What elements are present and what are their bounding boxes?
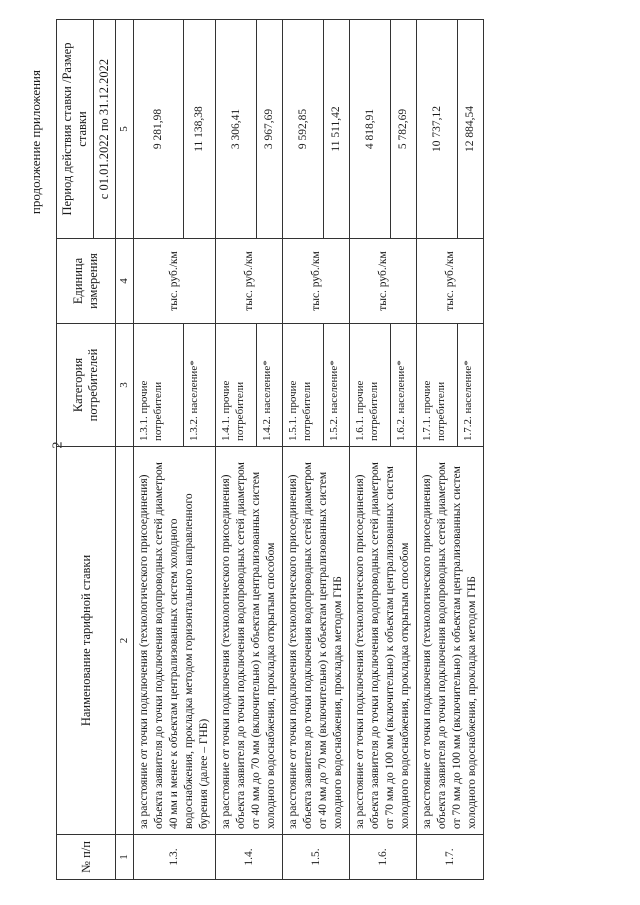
unit: тыс. руб./км bbox=[216, 239, 283, 324]
continuation-caption: продолжение приложения bbox=[28, 70, 43, 215]
consumer-category: 1.6.1. прочие потребители bbox=[350, 324, 391, 447]
row-number: 1.5. bbox=[283, 835, 350, 880]
column-number: 3 bbox=[116, 324, 134, 447]
unit: тыс. руб./км bbox=[417, 239, 484, 324]
header-name: Наименование тарифной ставки bbox=[57, 447, 116, 835]
column-number-row bbox=[116, 20, 134, 880]
unit: тыс. руб./км bbox=[134, 239, 216, 324]
header-period-range: с 01.01.2022 по 31.12.2022 bbox=[94, 20, 116, 239]
table-row bbox=[216, 20, 257, 880]
row-number: 1.3. bbox=[134, 835, 216, 880]
consumer-category: 1.3.1. прочие потребители bbox=[134, 324, 184, 447]
rate-name: за расстояние от точки подключения (технологического присоединения) объекта заявителя до точки подключения водопроводных сетей диаметром от 70 мм до 100 мм (включительно) к объектам централизованных систем холодного водоснабжения, прокладка методом ГНБ bbox=[417, 447, 484, 835]
table-row bbox=[134, 20, 184, 880]
rate-value: 11 138,38 bbox=[184, 20, 216, 239]
unit: тыс. руб./км bbox=[283, 239, 350, 324]
tariff-table bbox=[56, 19, 484, 880]
header-unit: Единица измерения bbox=[57, 239, 116, 324]
rate-value: 11 511,42 bbox=[324, 20, 350, 239]
rate-name: за расстояние от точки подключения (технологического присоединения) объекта заявителя до точки подключения водопроводных сетей диаметром от 40 мм до 70 мм (включительно) к объектам централизованных систем холодного водоснабжения, прокладка методом ГНБ bbox=[283, 447, 350, 835]
consumer-category: 1.4.1. прочие потребители bbox=[216, 324, 257, 447]
consumer-category: 1.7.1. прочие потребители bbox=[417, 324, 458, 447]
rate-value: 4 818,91 bbox=[350, 20, 391, 239]
unit: тыс. руб./км bbox=[350, 239, 417, 324]
consumer-category: 1.7.2. население* bbox=[458, 324, 484, 447]
rate-name: за расстояние от точки подключения (технологического присоединения) объекта заявителя до точки подключения водопроводных сетей диаметром от 70 мм до 100 мм (включительно) к объектам централизованных систем холодного водоснабжения, прокладка открытым способом bbox=[350, 447, 417, 835]
rate-value: 5 782,69 bbox=[391, 20, 417, 239]
rate-value: 10 737,12 bbox=[417, 20, 458, 239]
rate-value: 12 884,54 bbox=[458, 20, 484, 239]
table-row bbox=[283, 20, 324, 880]
header-num: № п/п bbox=[57, 835, 116, 880]
page-number: 2 bbox=[50, 441, 66, 449]
column-number: 5 bbox=[116, 20, 134, 239]
rate-name: за расстояние от точки подключения (технологического присоединения) объекта заявителя до точки подключения водопроводных сетей диаметром от 40 мм до 70 мм (включительно) к объектам централизованных систем холодного водоснабжения, прокладка открытым способом bbox=[216, 447, 283, 835]
table-row bbox=[350, 20, 391, 880]
consumer-category: 1.5.2. население* bbox=[324, 324, 350, 447]
column-number: 1 bbox=[116, 835, 134, 880]
row-number: 1.7. bbox=[417, 835, 484, 880]
rate-value: 9 592,85 bbox=[283, 20, 324, 239]
rate-name: за расстояние от точки подключения (технологического присоединения) объекта заявителя до точки подключения водопроводных сетей диаметром 40 мм и менее к объектам централизованных систем холодного водоснабжения, прокладка методом горизонтального направленного бурения (далее – ГНБ) bbox=[134, 447, 216, 835]
consumer-category: 1.6.2. население* bbox=[391, 324, 417, 447]
header-category: Категория потребителей bbox=[57, 324, 116, 447]
consumer-category: 1.4.2. население* bbox=[257, 324, 283, 447]
column-number: 2 bbox=[116, 447, 134, 835]
rate-value: 9 281,98 bbox=[134, 20, 184, 239]
consumer-category: 1.5.1. прочие потребители bbox=[283, 324, 324, 447]
table-row bbox=[417, 20, 458, 880]
rate-value: 3 306,41 bbox=[216, 20, 257, 239]
rate-value: 3 967,69 bbox=[257, 20, 283, 239]
row-number: 1.6. bbox=[350, 835, 417, 880]
rotated-content bbox=[26, 20, 628, 880]
row-number: 1.4. bbox=[216, 835, 283, 880]
column-number: 4 bbox=[116, 239, 134, 324]
consumer-category: 1.3.2. население* bbox=[184, 324, 216, 447]
header-period: Период действия ставки /Размер ставки bbox=[57, 20, 94, 239]
